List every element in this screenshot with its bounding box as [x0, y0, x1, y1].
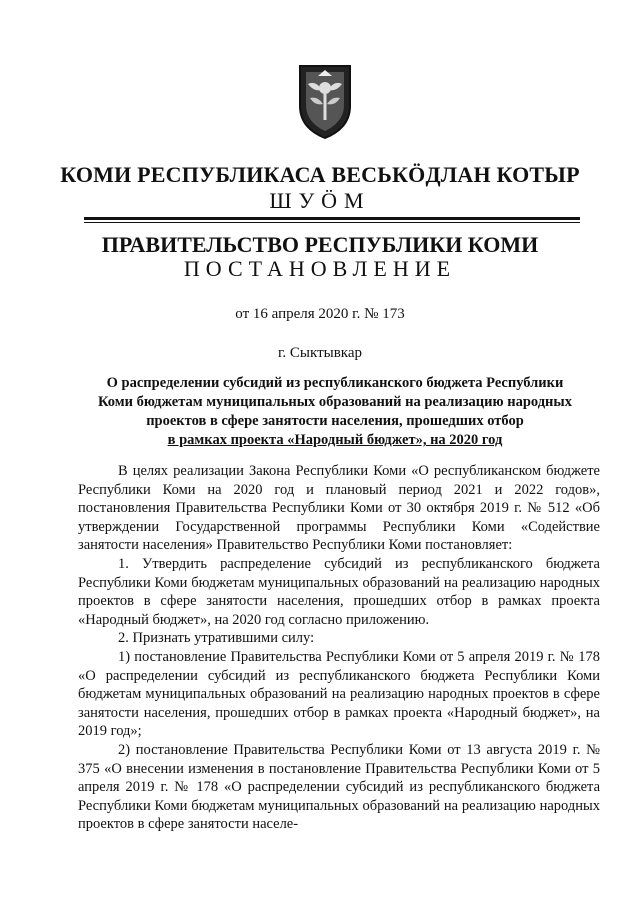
title-line: Коми бюджетам муниципальных образований на реализацию народных [98, 394, 572, 410]
place-of-issue: г. Сыктывкар [277, 345, 363, 361]
document-body [78, 462, 600, 834]
body-paragraph-item-2: 2. Признать утратившими силу: [118, 630, 315, 647]
body-paragraph-subitem-2: 2) постановление Правительства Республики Коми от 13 августа 2019 г. № 375 «О внесении изменения в постановление Правительства Республики Коми от 5 апреля 2019 г. № 178 «О распределении субсидий из республиканского бюджета Республики Коми бюджетам муниципальных образований на реализацию народных проектов в сфере занятости населе- [78, 741, 600, 833]
body-paragraph-preamble: В целях реализации Закона Республики Коми «О республиканском бюджете Республики Коми на 2020 год и плановый период 2021 и 2022 годов», постановления Правительства Республики Коми от 30 октября 2019 г. № 512 «Об утверждении Государственной программы Республики Коми «Содействие занятости населения» Правительство Республики Коми постановляет: [78, 463, 600, 554]
komi-coat-of-arms-icon [296, 62, 354, 140]
body-paragraph-item-1: 1. Утвердить распределение субсидий из республиканского бюджета Республики Коми бюджетам муниципальных образований на реализацию народных проектов в сфере занятости населения, прошедших отбор в рамках проекта «Народный бюджет», на 2020 год согласно приложению. [78, 555, 600, 628]
body-paragraph-subitem-1: 1) постановление Правительства Республики Коми от 5 апреля 2019 г. № 178 «О распределении субсидий из республиканского бюджета Республики Коми бюджетам муниципальных образований на реализацию народных проектов в сфере занятости населения, прошедших отбор в рамках проекта «Народный бюджет», на 2019 год»; [78, 648, 600, 740]
title-line: О распределении субсидий из республиканского бюджета Республики [106, 375, 564, 391]
resolution-heading: ПОСТАНОВЛЕНИЕ [183, 256, 457, 281]
title-line: проектов в сфере занятости населения, прошедших отбор [146, 413, 524, 429]
government-heading: ПРАВИТЕЛЬСТВО РЕСПУБЛИКИ КОМИ [101, 232, 539, 257]
header-divider-thin [84, 222, 580, 223]
komi-subheading: ШУÖМ [269, 188, 371, 213]
header-divider-thick [84, 217, 580, 220]
date-and-number: от 16 апреля 2020 г. № 173 [235, 306, 405, 322]
document-title [70, 374, 600, 450]
komi-heading: КОМИ РЕСПУБЛИКАСА ВЕСЬКÖДЛАН КОТЫР [60, 162, 580, 187]
title-line-underlined: в рамках проекта «Народный бюджет», на 2020 год [167, 432, 503, 448]
